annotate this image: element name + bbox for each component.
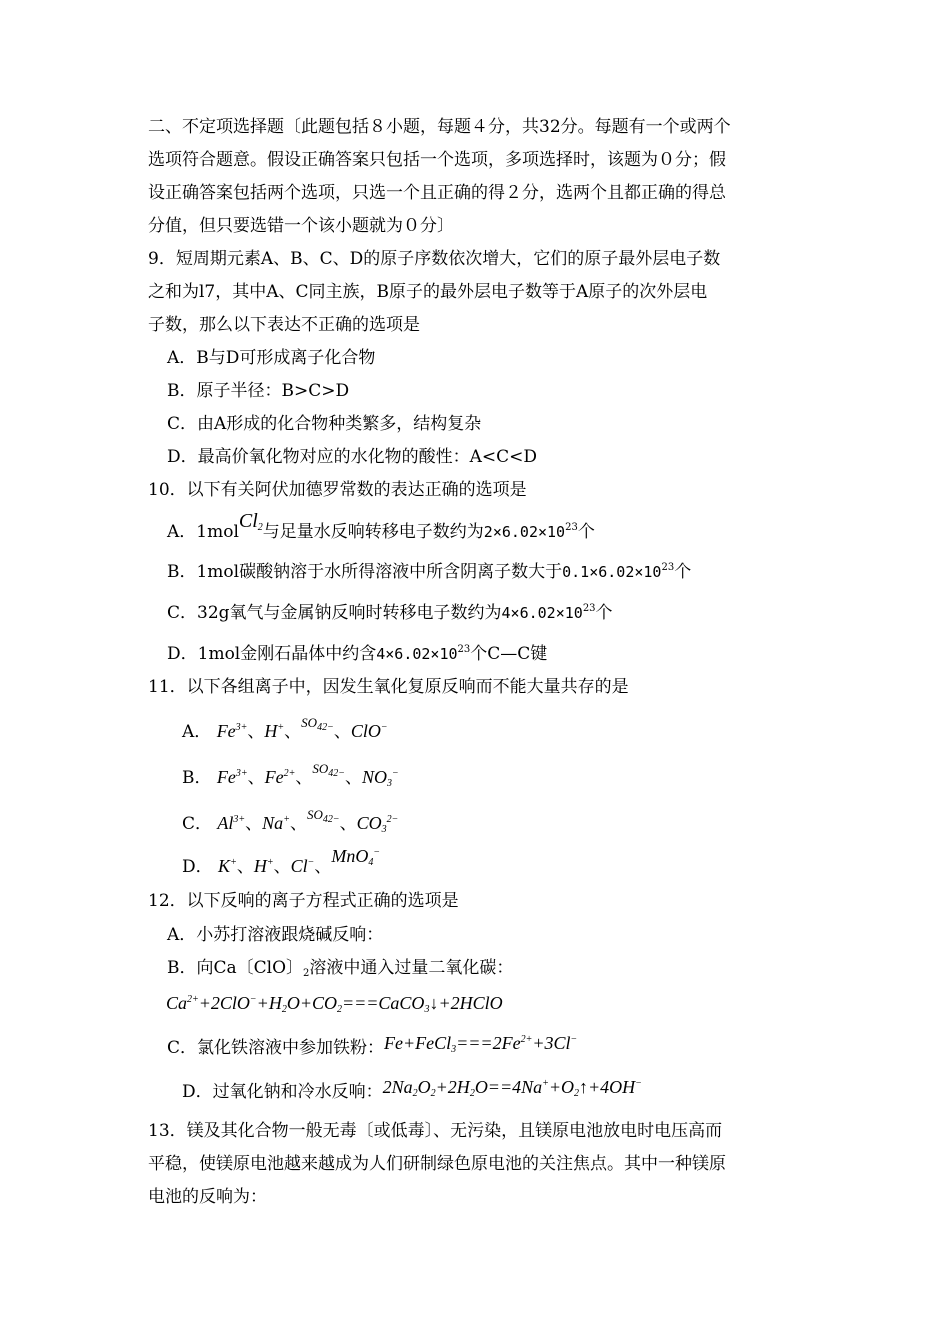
q12-option-c: C．氯化铁溶液中参加铁粉：$Fe+FeCl_3===2Fe^{2+}+3Cl^-$: [167, 1033, 578, 1058]
q11-option-c: C． $Al^{3+}$、Na+、$^{SO_{42-}}$、$CO_3^{2-}$: [182, 807, 399, 835]
q9-option-c: C．由A形成的化合物种类繁多，结构复杂: [167, 414, 482, 434]
q10-option-d: D．1mol金刚石晶体中约含$4\times 6.02\times 10^{23}$个C—C键: [167, 644, 548, 664]
q11-option-d: D． K+、H+、Cl−、MnO$_4$−: [182, 846, 381, 877]
q11-option-b: B． $Fe^{3+}$、$Fe^{2+}$、$^{SO_{42-}}$、$NO_3^-$: [182, 761, 399, 789]
section-header-line-4: 分值，但只要选错一个该小题就为０分〕: [148, 216, 454, 236]
q10-option-c: C．32g氧气与金属钠反响时转移电子数约为$4\times 6.02\times 10^{23}$个: [167, 603, 613, 623]
q13-stem-line-2: 平稳，使镁原电池越来越成为人们研制绿色原电池的关注焦点。其中一种镁原: [148, 1154, 726, 1174]
q12-option-a: A．小苏打溶液跟烧碱反响：: [167, 925, 384, 945]
section-header-line-2: 选项符合题意。假设正确答案只包括一个选项，多项选择时，该题为０分；假: [148, 150, 726, 170]
q9-stem-line-3: 子数，那么以下表达不正确的选项是: [148, 315, 420, 335]
q13-stem-line-1: 13．镁及其化合物一般无毒〔或低毒〕、无污染，且镁原电池放电时电压高而: [148, 1121, 723, 1141]
q9-option-a: A．B与D可形成离子化合物: [167, 348, 376, 368]
section-header-line-3: 设正确答案包括两个选项，只选一个且正确的得２分，选两个且都正确的得总: [148, 183, 726, 203]
q11-stem: 11．以下各组离子中，因发生氧化复原反响而不能大量共存的是: [148, 677, 629, 697]
q13-stem-line-3: 电池的反响为：: [148, 1187, 267, 1207]
q9-option-b: B．原子半径：B>C>D: [167, 381, 350, 401]
q11-option-a: A． $Fe^{3+}$、H+、$^{SO_{42-}}$、ClO−: [182, 715, 388, 742]
q9-stem-line-1: 9．短周期元素A、B、C、D的原子序数依次增大，它们的原子最外层电子数: [148, 249, 721, 269]
q12-option-d: D．过氧化钠和冷水反响：$2Na_2O_2+2H_2O==4Na^++O_2↑+4OH^-$: [182, 1077, 642, 1102]
q9-stem-line-2: 之和为l7，其中A、C同主族，B原子的最外层电子数等于A原子的次外层电: [148, 282, 708, 302]
q10-stem: 10．以下有关阿伏加德罗常数的表达正确的选项是: [148, 480, 527, 500]
q9-option-d: D．最高价氧化物对应的水化物的酸性：A<C<D: [167, 447, 538, 467]
q12-option-b: B．向Ca〔ClO〕$_2$溶液中通入过量二氧化碳：: [167, 958, 514, 979]
q10-option-b: B．1mol碳酸钠溶于水所得溶液中所含阴离子数大于$0.1\times 6.02\times 10^{23}$个: [167, 562, 692, 582]
section-header-line-1: 二、不定项选择题〔此题包括８小题，每题４分，共32分。每题有一个或两个: [148, 117, 731, 137]
q12-stem: 12．以下反响的离子方程式正确的选项是: [148, 891, 459, 911]
q10-option-a: A．1molCl$_2$与足量水反响转移电子数约为$2\times 6.02\times 10^{23}$个: [167, 510, 595, 542]
q12-option-b-equation: $Ca^{2+}+2ClO^-+H_2O+CO_2===CaCO_3↓+2HClO$: [166, 993, 503, 1015]
